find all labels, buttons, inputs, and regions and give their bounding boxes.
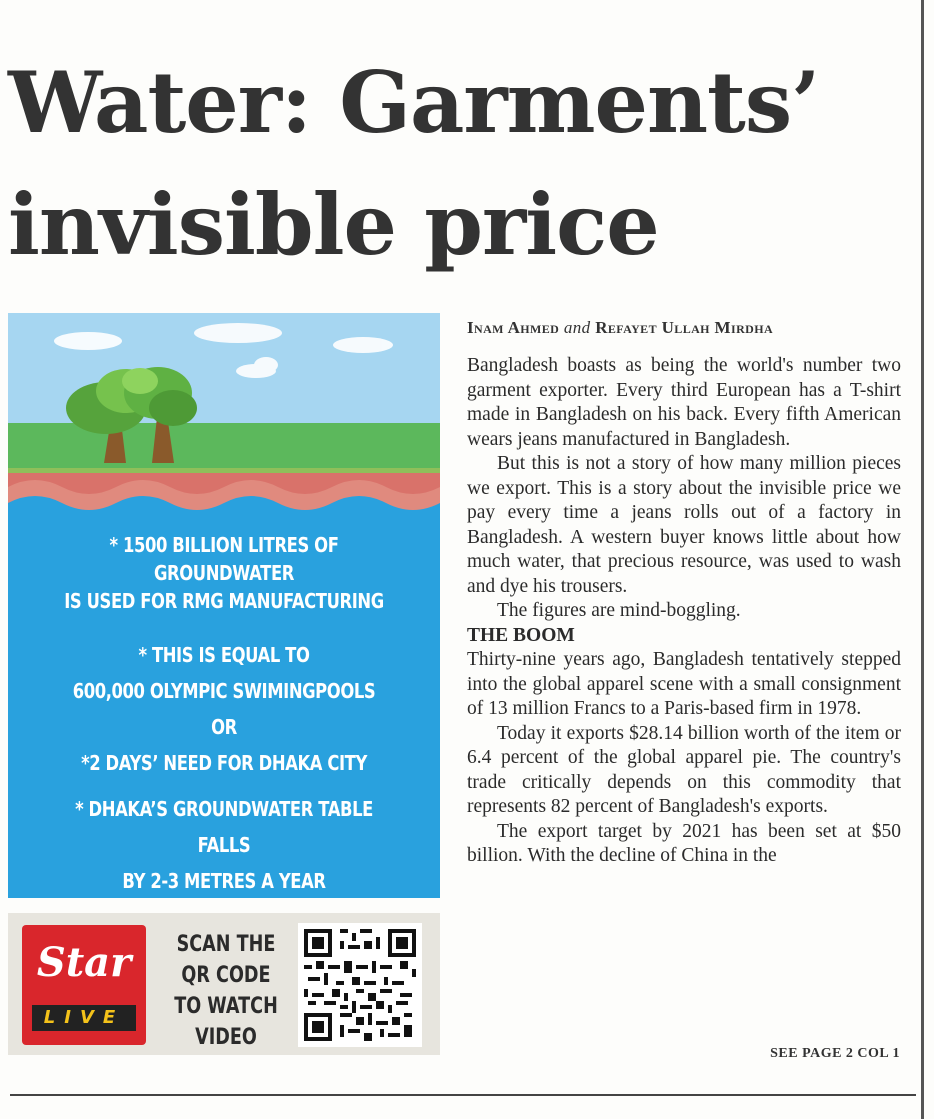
infographic-facts <box>8 531 440 898</box>
scan-line: VIDEO <box>195 1025 257 1050</box>
paragraph: But this is not a story of how many million pieces we export. This is a story about the invisible price we pay every time a jeans rolls out of a factory in Bangladesh. A western buyer knows little about how much water, that precious resource, was used to wash and dye his trousers. <box>467 453 901 597</box>
headline-line-2: invisible price <box>8 175 659 274</box>
fact-line: *2 DAYS’ NEED FOR DHAKA CITY <box>81 751 367 775</box>
scan-line: QR CODE <box>181 963 271 988</box>
author-1: Inam Ahmed <box>467 318 560 337</box>
byline-conjunction: and <box>563 318 591 337</box>
logo-star-text: Star <box>36 939 132 986</box>
paragraph: The export target by 2021 has been set at $50 billion. With the decline of China in the <box>467 820 901 866</box>
scan-instructions <box>156 929 296 1053</box>
bottom-rule <box>10 1094 916 1096</box>
paragraph: Bangladesh boasts as being the world's number two garment exporter. Every third European has a T-shirt made in Bangladesh on his back. Every fifth American wears jeans manufactured in Bangladesh. <box>467 355 901 450</box>
byline <box>467 318 907 338</box>
logo-live-text: LIVE <box>32 1005 136 1031</box>
fact-line: * THIS IS EQUAL TO <box>138 643 310 667</box>
scan-line: TO WATCH <box>174 994 278 1019</box>
infographic <box>8 313 440 898</box>
fact-line: * 1500 BILLION LITRES OF GROUNDWATER <box>109 533 339 585</box>
fact-line: BY 2-3 METRES A YEAR <box>122 869 326 893</box>
qr-code-icon[interactable] <box>298 923 422 1047</box>
paragraph: Today it exports $28.14 billion worth of the item or 6.4 percent of the global apparel pie. The country's trade critically depends on this commodity that represents 82 percent of Bangladesh's exports. <box>467 722 901 817</box>
fact-line: 600,000 OLYMPIC SWIMINGPOOLS <box>72 679 376 703</box>
headline <box>8 42 913 286</box>
section-heading: THE BOOM <box>467 624 575 646</box>
column-rule <box>921 0 924 1119</box>
star-live-logo <box>22 925 146 1045</box>
paragraph: The figures are mind-boggling. <box>497 600 741 621</box>
fact-line: OR <box>211 715 237 739</box>
continuation-jump[interactable]: SEE PAGE 2 COL 1 <box>770 1046 900 1061</box>
fact-line: * DHAKA’S GROUNDWATER TABLE FALLS <box>75 797 373 857</box>
scan-line: SCAN THE <box>176 932 276 957</box>
star-live-promo[interactable] <box>8 913 440 1055</box>
headline-line-1: Water: Garments’ <box>8 53 820 152</box>
author-2: Refayet Ullah Mirdha <box>595 318 774 337</box>
paragraph: Thirty-nine years ago, Bangladesh tentatively stepped into the global apparel scene with a small consignment of 13 million Francs to a Paris-based firm in 1978. <box>467 649 901 719</box>
fact-line: IS USED FOR RMG MANUFACTURING <box>64 589 384 613</box>
article-body <box>467 354 901 869</box>
